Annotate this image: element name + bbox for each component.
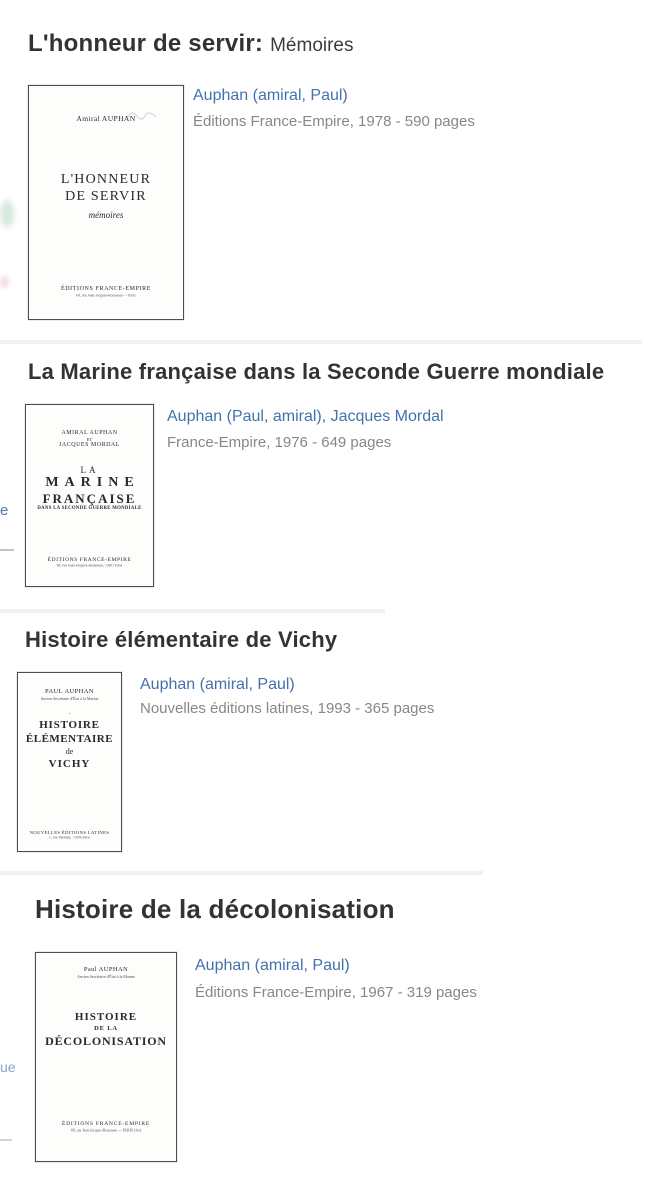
- cover-author-line: Amiral AUPHAN: [76, 114, 136, 123]
- result-divider: [0, 871, 483, 875]
- result-divider: [0, 340, 642, 344]
- cover-address-line: 68, rue Jean-Jacques-Rousseau, 75001 Paris: [56, 564, 123, 568]
- cover-author-line: JACQUES MORDAL: [59, 442, 120, 448]
- book-title-main: Histoire de la décolonisation: [35, 894, 395, 924]
- cover-author-line: Paul AUPHAN: [83, 966, 129, 973]
- book-title: [35, 894, 395, 925]
- cover-title-line: DÉCOLONISATION: [45, 1034, 167, 1048]
- author-link[interactable]: Auphan (amiral, Paul): [193, 87, 348, 104]
- cover-author-line: AMIRAL AUPHAN: [61, 430, 118, 436]
- publisher-meta: Éditions France-Empire, 1978 - 590 pages: [193, 113, 475, 130]
- cover-address-line: 1, rue Palatine, 75006 Paris: [49, 836, 90, 840]
- cover-title-line: DE LA: [94, 1025, 118, 1032]
- cover-title-line: ÉLÉMENTAIRE: [25, 733, 114, 745]
- cover-title-line: LA: [80, 465, 99, 475]
- cover-subtitle-line: mémoires: [88, 210, 124, 220]
- cover-title-line: MARINE: [45, 475, 140, 490]
- cover-author-line: PAUL AUPHAN: [45, 688, 94, 695]
- cover-title-line: HISTOIRE: [39, 719, 100, 731]
- book-title-main: L'honneur de servir:: [28, 30, 264, 57]
- clipped-divider-fragment: [0, 549, 14, 551]
- cover-publisher-line: ÉDITIONS FRANCE-EMPIRE: [61, 1121, 151, 1127]
- clipped-link-fragment[interactable]: e: [0, 502, 9, 519]
- cover-publisher-line: ÉDITIONS FRANCE-EMPIRE: [47, 557, 132, 563]
- cover-title-line: FRANÇAISE: [42, 491, 137, 506]
- cover-publisher-line: ÉDITIONS FRANCE-EMPIRE: [60, 286, 152, 292]
- book-subtitle: Mémoires: [270, 35, 354, 56]
- cover-title-line: DE SERVIR: [65, 189, 147, 204]
- cover-title-line: HISTOIRE: [74, 1011, 138, 1023]
- book-cover-thumbnail[interactable]: [17, 672, 122, 852]
- book-title-main: Histoire élémentaire de Vichy: [25, 627, 338, 652]
- cover-author-subline: Ancien Secrétaire d'État à la Marine: [77, 974, 135, 979]
- book-title: [28, 359, 604, 385]
- cover-publisher-line: NOUVELLES ÉDITIONS LATINES: [29, 830, 110, 835]
- book-cover-thumbnail[interactable]: [28, 85, 184, 320]
- book-title-main: La Marine française dans la Seconde Guerre mondiale: [28, 359, 605, 384]
- cover-tagline-line: DANS LA SECONDE GUERRE MONDIALE: [37, 506, 142, 511]
- cover-title-line: VICHY: [48, 758, 91, 770]
- publisher-meta: Éditions France-Empire, 1967 - 319 pages: [195, 984, 477, 1001]
- cover-address-line: 68, rue Jean-Jacques-Rousseau — PARIS (1er): [70, 1129, 142, 1133]
- cover-title-line: de: [65, 747, 74, 756]
- book-cover-thumbnail[interactable]: [25, 404, 154, 587]
- cover-title-line: L'HONNEUR: [60, 172, 152, 187]
- cover-address-line: 68, rue Jean-Jacques-Rousseau — Paris: [76, 294, 136, 298]
- publisher-meta: Nouvelles éditions latines, 1993 - 365 pages: [140, 700, 435, 717]
- author-link[interactable]: Auphan (amiral, Paul): [140, 676, 295, 693]
- cover-author-subline: Ancien Secrétaire d'État à la Marine: [40, 696, 99, 701]
- author-link[interactable]: Auphan (amiral, Paul): [195, 957, 350, 974]
- signature-scribble-icon: [125, 106, 159, 124]
- clipped-divider-fragment: [0, 1139, 12, 1141]
- book-cover-thumbnail[interactable]: [35, 952, 177, 1162]
- artifact-smudge: [0, 200, 14, 228]
- clipped-link-fragment[interactable]: ue: [0, 1059, 16, 1075]
- publisher-meta: France-Empire, 1976 - 649 pages: [167, 434, 392, 451]
- book-title: [25, 627, 337, 653]
- author-link[interactable]: Auphan (Paul, amiral), Jacques Mordal: [167, 408, 444, 425]
- result-divider: [0, 609, 385, 613]
- artifact-smudge: [0, 276, 9, 288]
- cover-author-line: ET: [86, 437, 93, 442]
- cover-ornament-dot: ·: [68, 710, 71, 718]
- book-title: [28, 30, 354, 58]
